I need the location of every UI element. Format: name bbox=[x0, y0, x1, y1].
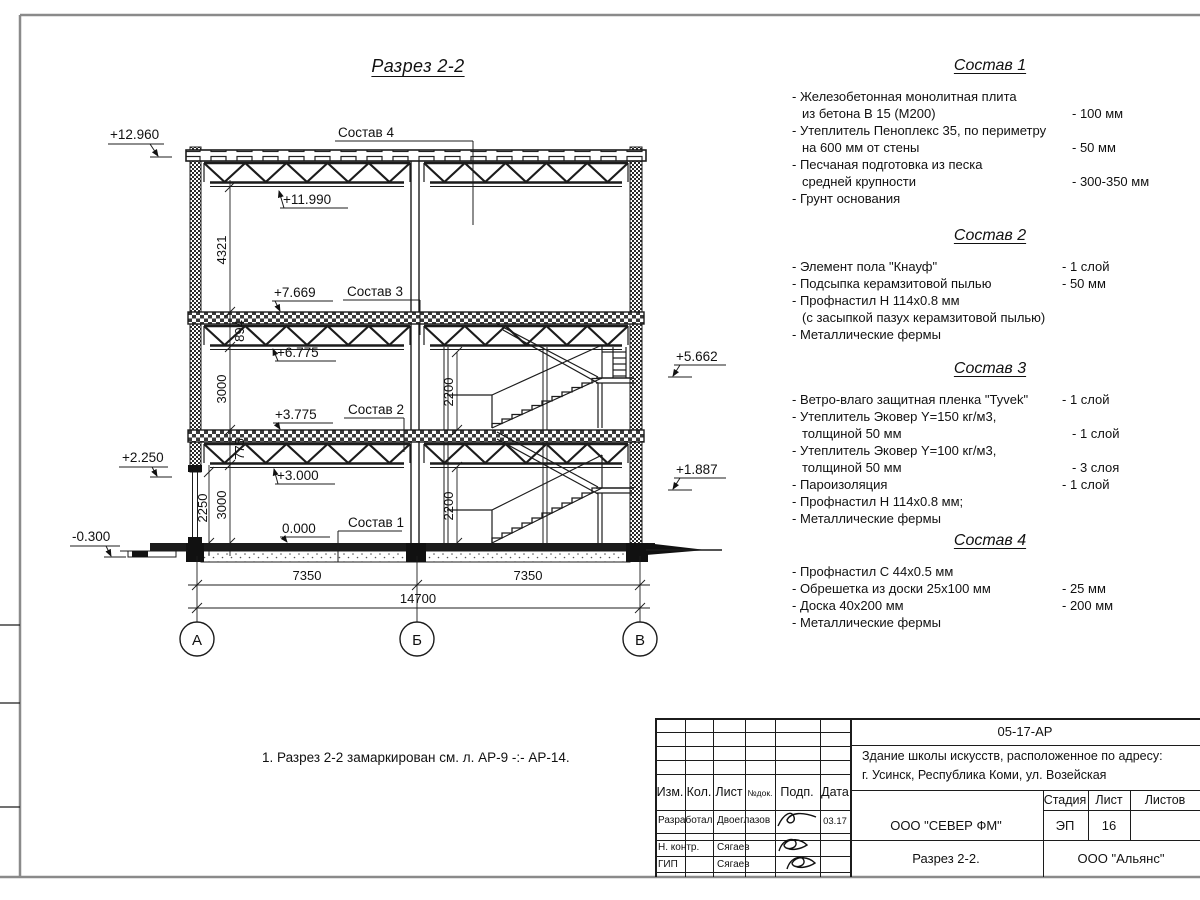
row-role: ГИП bbox=[658, 859, 678, 870]
building-section bbox=[120, 147, 722, 562]
row-date: 03.17 bbox=[823, 816, 847, 827]
signature bbox=[775, 808, 819, 832]
row-role: Н. контр. bbox=[658, 842, 700, 853]
composition-4-title: Состав 4 bbox=[953, 532, 1027, 549]
elev-3775: +3.775 bbox=[275, 407, 317, 422]
elev-3000: +3.000 bbox=[277, 468, 319, 483]
label-sostav-2: Состав 2 bbox=[348, 402, 404, 417]
composition-row: толщиной 50 мм - 1 слой bbox=[802, 426, 1120, 441]
composition-row: - Железобетонная монолитная плита bbox=[792, 89, 1017, 104]
composition-row: - Подсыпка керамзитовой пылью - 50 мм bbox=[792, 276, 1106, 291]
drawing-title: Разрез 2-2 bbox=[371, 56, 465, 76]
composition-row: - Металлические фермы bbox=[792, 615, 941, 630]
composition-row: - Утеплитель Эковер Y=150 кг/м3, bbox=[792, 409, 997, 424]
sheet-number: 16 bbox=[1101, 818, 1117, 833]
dim-2250: 2250 bbox=[195, 493, 210, 523]
row-name: Сягаев bbox=[717, 859, 750, 870]
title-block bbox=[655, 718, 1200, 877]
composition-row: - Профнастил Н 114х0.8 мм bbox=[792, 293, 960, 308]
elev-11990: +11.990 bbox=[283, 192, 332, 207]
project-line-2: г. Усинск, Республика Коми, ул. Возейская bbox=[862, 768, 1107, 782]
composition-row: - Обрешетка из доски 25х100 мм - 25 мм bbox=[792, 581, 1106, 596]
label-sostav-3: Состав 3 bbox=[347, 284, 403, 299]
elev-6775: +6.775 bbox=[277, 345, 319, 360]
composition-3-title: Состав 3 bbox=[953, 360, 1027, 377]
sheet-label: Лист bbox=[1095, 793, 1123, 807]
composition-section-4 bbox=[788, 532, 1192, 631]
ground-slab bbox=[120, 543, 722, 562]
composition-row: средней крупности - 300-350 мм bbox=[802, 174, 1150, 189]
elev-1887: +1.887 bbox=[676, 462, 718, 477]
composition-section-1 bbox=[788, 57, 1192, 207]
elev-m0300: -0.300 bbox=[72, 529, 111, 544]
composition-row: - Доска 40х200 мм - 200 мм bbox=[792, 598, 1114, 613]
col-data: Дата bbox=[821, 785, 849, 799]
label-sostav-4: Состав 4 bbox=[338, 125, 394, 140]
sheet-title: Разрез 2-2. bbox=[912, 851, 980, 866]
dim-2200-upper: 2200 bbox=[441, 377, 456, 407]
dim-7350-left: 7350 bbox=[292, 568, 322, 583]
organization-2: ООО "Альянс" bbox=[1077, 851, 1165, 866]
composition-1-title: Состав 1 bbox=[953, 57, 1027, 74]
sheets-label: Листов bbox=[1144, 793, 1186, 807]
row-name: Сягаев bbox=[717, 842, 750, 853]
composition-section-3 bbox=[788, 360, 1192, 527]
axis-bubbles bbox=[180, 622, 657, 656]
dim-894: 894 bbox=[232, 320, 247, 342]
col-podp: Подп. bbox=[780, 785, 814, 799]
dim-14700: 14700 bbox=[399, 591, 437, 606]
project-line-1: Здание школы искусств, расположенное по адресу: bbox=[862, 749, 1163, 763]
composition-row: из бетона В 15 (М200) - 100 мм bbox=[802, 106, 1124, 121]
composition-row: - Песчаная подготовка из песка bbox=[792, 157, 983, 172]
document-number: 05-17-АР bbox=[997, 724, 1053, 739]
composition-row: - Металлические фермы bbox=[792, 327, 941, 342]
stage-value: ЭП bbox=[1055, 818, 1075, 833]
signature bbox=[771, 835, 821, 877]
dim-3000-upper: 3000 bbox=[214, 374, 229, 404]
composition-row: толщиной 50 мм - 3 слоя bbox=[802, 460, 1120, 475]
composition-row: - Грунт основания bbox=[792, 191, 901, 206]
dim-775: 775 bbox=[232, 438, 247, 460]
composition-row: - Металлические фермы bbox=[792, 511, 941, 526]
sheet-margin-marks bbox=[0, 625, 20, 807]
floor-level-1 bbox=[188, 430, 644, 468]
col-list: Лист bbox=[715, 785, 743, 799]
ladder bbox=[613, 347, 626, 378]
composition-row: - Пароизоляция - 1 слой bbox=[792, 477, 1110, 492]
composition-row: - Ветро-влаго защитная пленка "Tyvek" - 1 слой bbox=[792, 392, 1110, 407]
elev-12960: +12.960 bbox=[110, 127, 160, 142]
composition-section-2 bbox=[788, 227, 1192, 343]
composition-row: (с засыпкой пазух керамзитовой пылью) bbox=[802, 310, 1046, 325]
composition-row: - Утеплитель Пеноплекс 35, по периметру bbox=[792, 123, 1047, 138]
stage-label: Стадия bbox=[1043, 793, 1087, 807]
elev-2250: +2.250 bbox=[122, 450, 164, 465]
axis-a: А bbox=[191, 632, 203, 649]
composition-row: - Утеплитель Эковер Y=100 кг/м3, bbox=[792, 443, 997, 458]
dim-7350-right: 7350 bbox=[513, 568, 543, 583]
col-izm: Изм. bbox=[656, 785, 684, 799]
composition-row: - Профнастил С 44х0.5 мм bbox=[792, 564, 954, 579]
composition-row: - Элемент пола "Кнауф" - 1 слой bbox=[792, 259, 1110, 274]
composition-row: на 600 мм от стены - 50 мм bbox=[802, 140, 1116, 155]
row-role: Разработал bbox=[658, 815, 713, 826]
composition-row: - Профнастил Н 114х0.8 мм; bbox=[792, 494, 964, 509]
note-text: 1. Разрез 2-2 замаркирован см. л. АР-9 -:- АР-14. bbox=[262, 750, 570, 765]
roof-assembly bbox=[186, 150, 646, 187]
dim-2200-lower: 2200 bbox=[441, 491, 456, 521]
elev-0000: 0.000 bbox=[282, 521, 316, 536]
organization: ООО "СЕВЕР ФМ" bbox=[890, 818, 1002, 833]
col-ndok: №док. bbox=[747, 788, 773, 798]
col-kol: Кол. bbox=[686, 785, 712, 799]
dim-4321: 4321 bbox=[214, 235, 229, 265]
label-sostav-1: Состав 1 bbox=[348, 515, 404, 530]
elev-5662: +5.662 bbox=[676, 349, 718, 364]
composition-2-title: Состав 2 bbox=[953, 227, 1027, 244]
axis-v: В bbox=[634, 632, 646, 649]
axis-b: Б bbox=[412, 632, 422, 649]
elev-7669: +7.669 bbox=[274, 285, 316, 300]
row-name: Двоеглазов bbox=[717, 815, 771, 826]
floor-level-2 bbox=[188, 312, 644, 350]
dim-3000-lower: 3000 bbox=[214, 490, 229, 520]
